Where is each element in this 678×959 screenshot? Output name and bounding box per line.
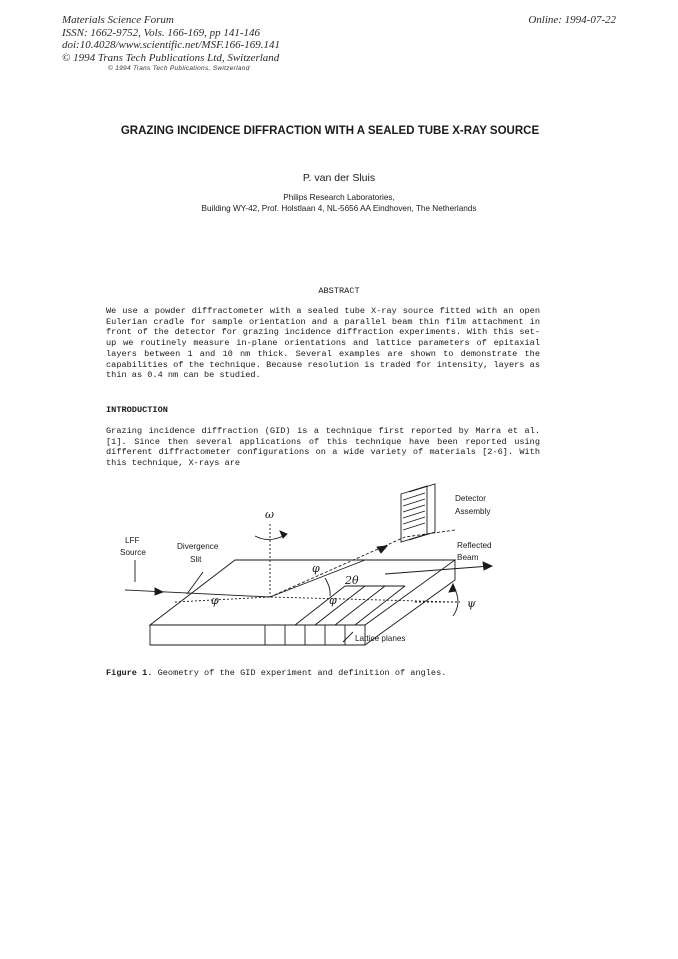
outgoing-arrowhead [483,562,492,570]
psi-arrowhead [449,584,456,592]
label-reflected: Reflected [457,541,492,550]
online-date: Online: 1994-07-22 [528,14,616,26]
symbol-phi-left: φ [211,594,219,607]
sample-front-face [150,625,365,645]
doi-line[interactable]: doi:10.4028/www.scientific.net/MSF.166-169.141 [62,39,281,52]
caption-label: Figure 1. [106,668,153,678]
label-lff: LFF [125,536,140,545]
symbol-two-theta: 2θ [345,574,359,587]
symbol-omega: ω [265,508,274,521]
reflected-arrowhead [377,546,387,553]
author-name: P. van der Sluis [302,172,376,184]
label-source: Source [120,548,146,557]
gid-geometry-svg [115,482,515,652]
figure-caption [106,668,446,678]
label-assembly: Assembly [455,507,491,516]
symbol-phi-lower: φ [329,594,337,607]
abstract-heading: ABSTRACT [318,286,360,296]
affiliation-line-2: Building WY-42, Prof. Holstlaan 4, NL-5656 AA Eindhoven, The Netherlands [201,204,477,213]
lattice-pointer [343,632,353,642]
figure-1-diagram [115,482,515,652]
label-slit: Slit [190,555,202,564]
issn-line: ISSN: 1662-9752, Vols. 166-169, pp 141-146 [62,26,260,39]
copyright-stamp: © 1994 Trans Tech Publications, Switzerland [108,65,250,72]
symbol-psi: ψ [467,597,476,610]
sample-top-face [150,560,455,625]
label-detector: Detector [455,494,486,503]
incident-beam [125,590,270,597]
label-divergence: Divergence [177,542,219,551]
symbol-phi-upper: φ [312,562,320,575]
introduction-heading: INTRODUCTION [106,405,168,415]
introduction-text: Grazing incidence diffraction (GID) is a technique first reported by Marra et al. [1]. Since then several applications of this technique have been reported using different diffractometer configurations on a wide variety of materials [2-6]. With this technique, X-rays are [106,426,540,469]
copyright-line: © 1994 Trans Tech Publications Ltd, Switzerland [62,51,280,64]
paper-title: GRAZING INCIDENCE DIFFRACTION WITH A SEALED TUBE X-RAY SOURCE [120,125,540,137]
journal-name: Materials Science Forum [62,14,174,26]
detector-hatch [403,493,425,530]
label-lattice-planes: Lattice planes [355,634,406,643]
affiliation [0,192,678,214]
abstract-text: We use a powder diffractometer with a sealed tube X-ray source fitted with an open Eulerian cradle for sample orientation and a parallel beam thin film attachment in front of the detector for grazing incidence diffraction experiments. With this set-up we routinely measure in-plane orientations and lattice parameters of epitaxial layers between 1 and 10 nm thick. Several examples are shown to demonstrate the capabilities of the technique. Because resolution is traded for intensity, layers as thin as 0.4 nm can be studied. [106,306,540,381]
caption-text: Geometry of the GID experiment and definition of angles. [157,668,447,678]
label-beam: Beam [457,553,479,562]
sample-side-face [365,560,455,645]
source-arrowhead [155,588,163,595]
reflected-beam [270,530,455,597]
journal-header [62,14,280,64]
affiliation-line-1: Philips Research Laboratories, [283,193,395,202]
